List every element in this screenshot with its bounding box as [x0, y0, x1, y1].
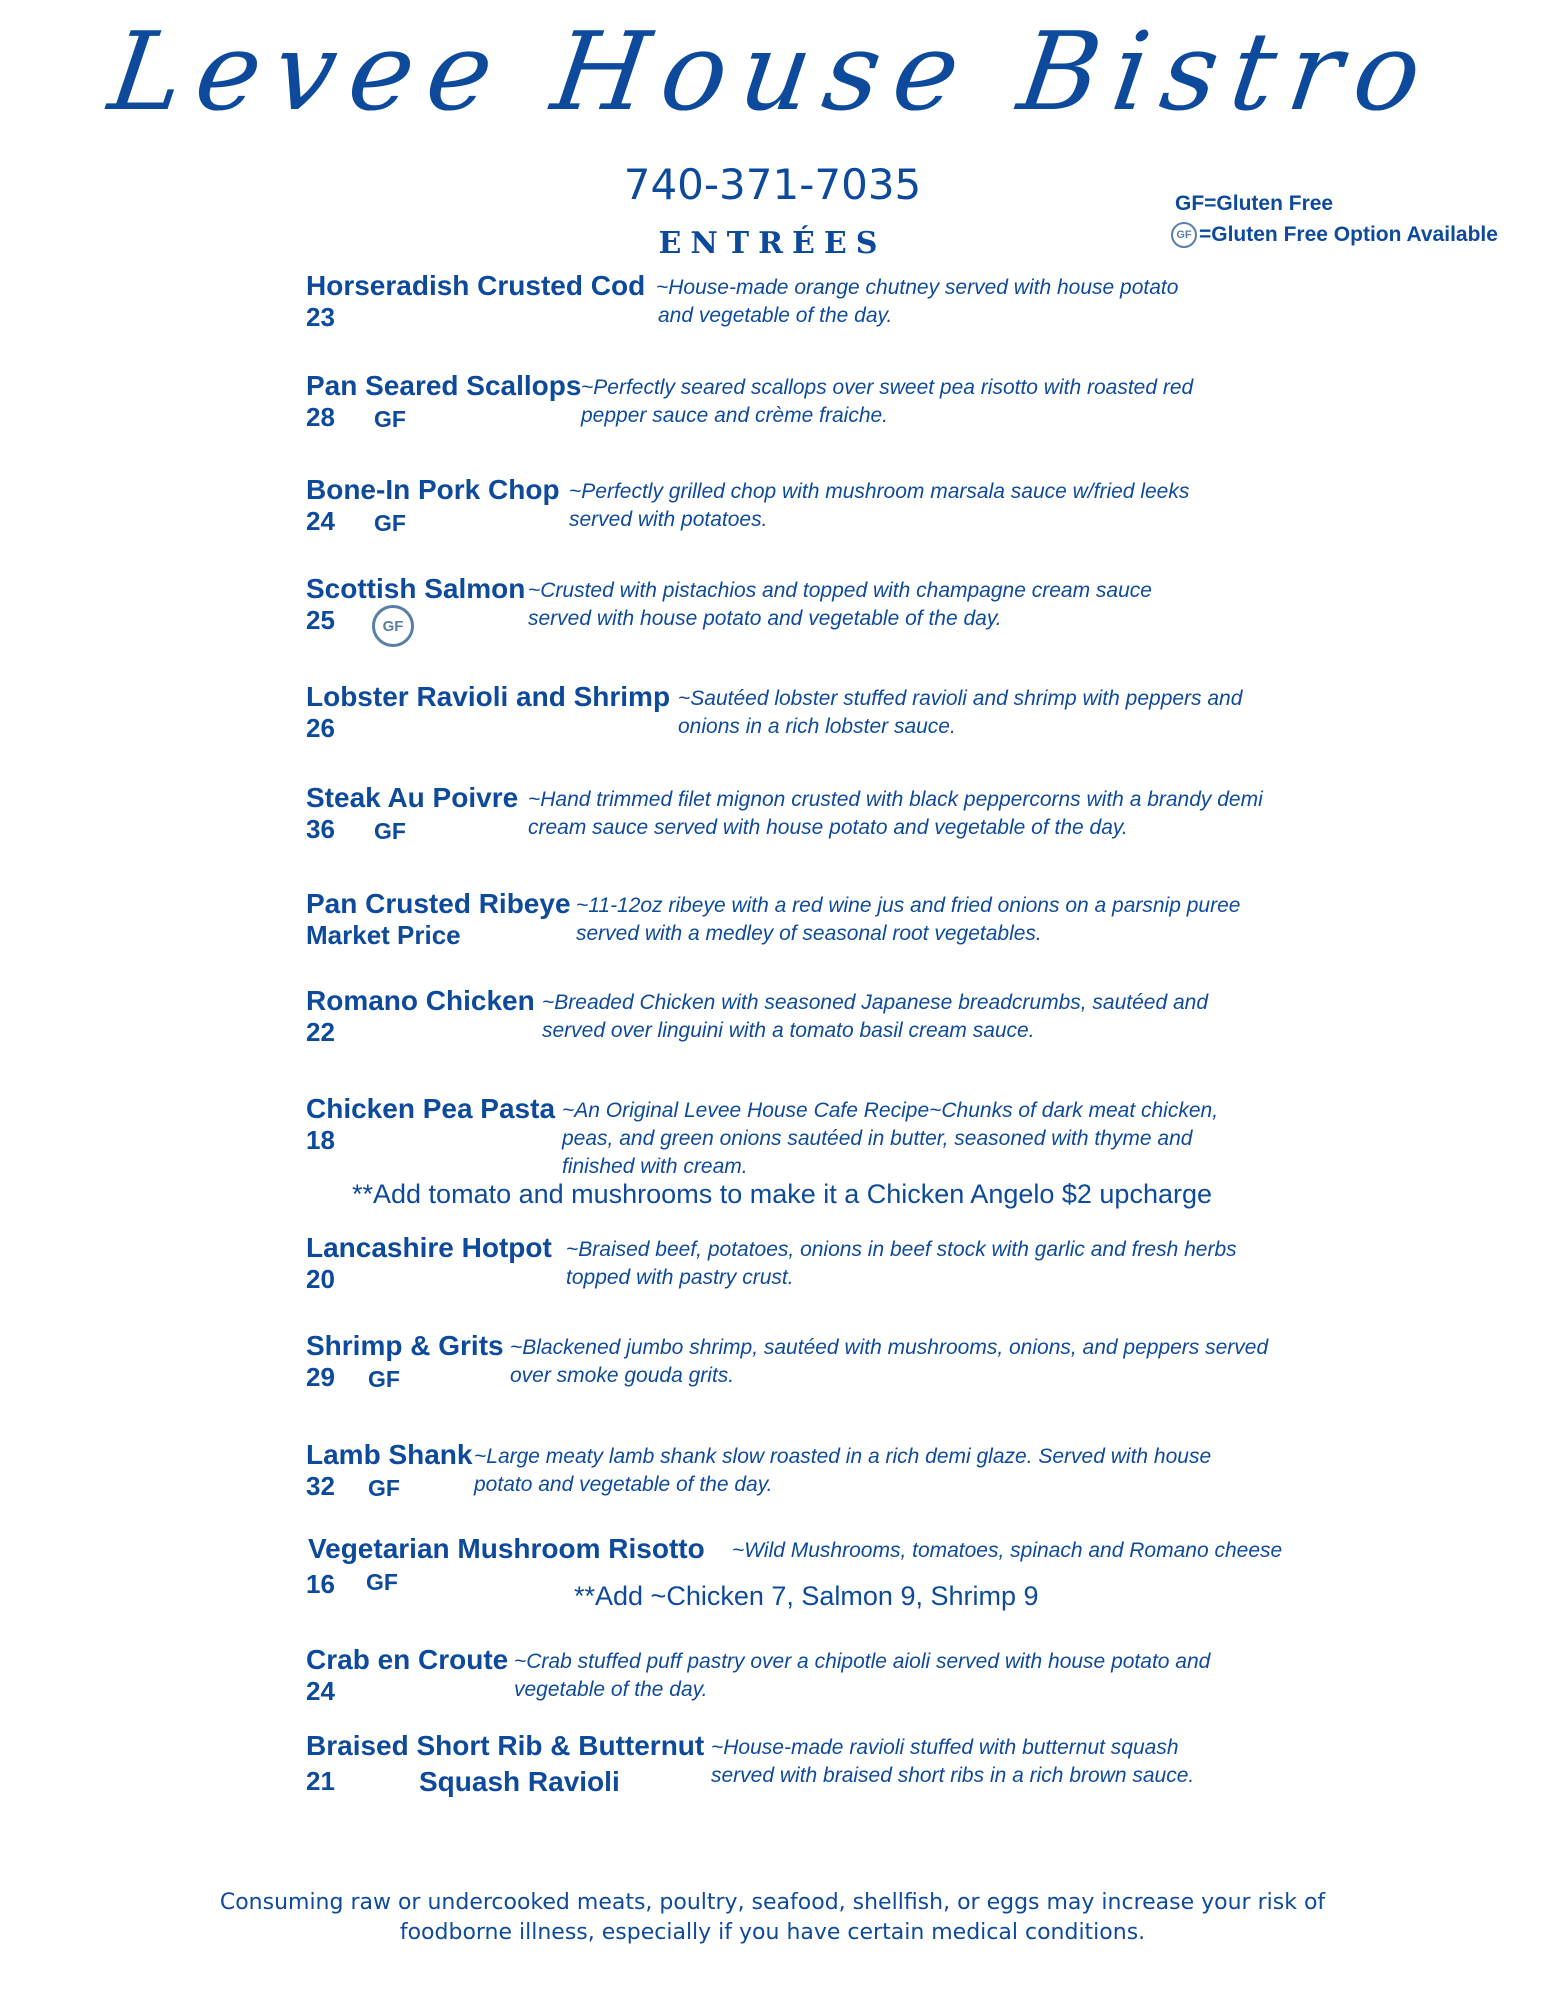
item-description: ~House-made orange chutney served with house potato and vegetable of the day.	[656, 276, 1179, 327]
item-name: Pan Seared Scallops	[306, 370, 582, 401]
item-name: Braised Short Rib & Butternut	[306, 1730, 705, 1761]
item-price: 24	[306, 1676, 335, 1706]
item-name: Bone-In Pork Chop	[306, 474, 560, 505]
legend-row-option	[1175, 219, 1498, 250]
legend-row-gf	[1175, 188, 1498, 219]
legend-option-text: =Gluten Free Option Available	[1199, 222, 1498, 246]
gf-marker: GF	[368, 1475, 400, 1501]
phone-number: 740-371-7035	[623, 160, 922, 209]
item-note: **Add ~Chicken 7, Salmon 9, Shrimp 9	[574, 1581, 1039, 1611]
item-price: 21	[306, 1766, 335, 1796]
item-price: 25	[306, 605, 335, 635]
item-name: Chicken Pea Pasta	[306, 1093, 556, 1124]
item-name: Lobster Ravioli and Shrimp	[306, 681, 671, 712]
item-name: Crab en Croute	[306, 1644, 509, 1675]
gf-marker: GF	[374, 510, 406, 536]
item-description: ~Blackened jumbo shrimp, sautéed with mushrooms, onions, and peppers served over smoke gouda grits.	[510, 1336, 1269, 1387]
gf-marker: GF	[366, 1569, 398, 1595]
item-price: 36	[306, 814, 335, 844]
item-description: ~Crusted with pistachios and topped with champagne cream sauce served with house potato and vegetable of the day.	[528, 579, 1152, 630]
item-name: Vegetarian Mushroom Risotto	[308, 1533, 705, 1564]
item-price: 20	[306, 1264, 335, 1294]
item-name: Romano Chicken	[306, 985, 535, 1016]
item-name: Lancashire Hotpot	[306, 1232, 552, 1263]
gf-marker: GF	[368, 1366, 400, 1392]
gf-marker: GF	[374, 406, 406, 432]
food-safety-disclaimer: Consuming raw or undercooked meats, poultry, seafood, shellfish, or eggs may increase your risk of foodborne illness, especially if you have certain medical conditions.	[219, 1890, 1326, 1945]
item-price: 29	[306, 1362, 335, 1392]
item-name: Horseradish Crusted Cod	[306, 270, 646, 301]
legend-gf-text: GF=Gluten Free	[1175, 191, 1334, 215]
item-description: ~House-made ravioli stuffed with butternut squash served with braised short ribs in a rich brown sauce.	[711, 1736, 1195, 1787]
restaurant-title: Levee House Bistro	[102, 10, 1443, 135]
item-price: 18	[306, 1125, 335, 1155]
item-name: Lamb Shank	[306, 1439, 473, 1470]
section-heading: ENTRÉES	[658, 226, 887, 261]
item-price: 22	[306, 1017, 335, 1047]
item-price: 16	[306, 1569, 335, 1599]
item-price: 23	[306, 302, 335, 332]
item-description: ~An Original Levee House Cafe Recipe~Chunks of dark meat chicken, peas, and green onions sautéed in butter, seasoned with thyme and finished with cream.	[562, 1099, 1219, 1178]
item-name: Steak Au Poivre	[306, 782, 519, 813]
item-price: 28	[306, 402, 335, 432]
item-description: ~11-12oz ribeye with a red wine jus and fried onions on a parsnip puree served with a medley of seasonal root vegetables.	[576, 894, 1241, 945]
item-name: Scottish Salmon	[306, 573, 526, 604]
gf-option-icon: GF	[372, 605, 414, 647]
gluten-free-legend	[1175, 188, 1498, 250]
item-name: Shrimp & Grits	[306, 1330, 504, 1361]
item-price: 26	[306, 713, 335, 743]
item-name: Pan Crusted Ribeye	[306, 888, 571, 919]
item-description: ~Hand trimmed filet mignon crusted with black peppercorns with a brandy demi cream sauce served with house potato and vegetable of the day.	[528, 788, 1263, 839]
item-description: ~Braised beef, potatoes, onions in beef stock with garlic and fresh herbs topped with pastry crust.	[566, 1238, 1237, 1289]
item-name-continued: Squash Ravioli	[419, 1766, 620, 1797]
item-price: Market Price	[306, 920, 461, 950]
gf-badge-icon: GF	[1171, 222, 1197, 248]
item-description: ~Wild Mushrooms, tomatoes, spinach and Romano cheese	[732, 1539, 1283, 1562]
item-description: ~Large meaty lamb shank slow roasted in a rich demi glaze. Served with house potato and vegetable of the day.	[474, 1445, 1212, 1496]
item-description: ~Perfectly seared scallops over sweet pea risotto with roasted red pepper sauce and crème fraiche.	[581, 376, 1194, 427]
item-price: 32	[306, 1471, 335, 1501]
item-description: ~Perfectly grilled chop with mushroom marsala sauce w/fried leeks served with potatoes.	[569, 480, 1190, 531]
item-price: 24	[306, 506, 335, 536]
item-description: ~Crab stuffed puff pastry over a chipotle aioli served with house potato and vegetable of the day.	[514, 1650, 1211, 1701]
gf-marker: GF	[374, 818, 406, 844]
item-note: **Add tomato and mushrooms to make it a Chicken Angelo $2 upcharge	[352, 1179, 1213, 1209]
item-description: ~Breaded Chicken with seasoned Japanese breadcrumbs, sautéed and served over linguini with a tomato basil cream sauce.	[542, 991, 1209, 1042]
item-description: ~Sautéed lobster stuffed ravioli and shrimp with peppers and onions in a rich lobster sauce.	[678, 687, 1243, 738]
